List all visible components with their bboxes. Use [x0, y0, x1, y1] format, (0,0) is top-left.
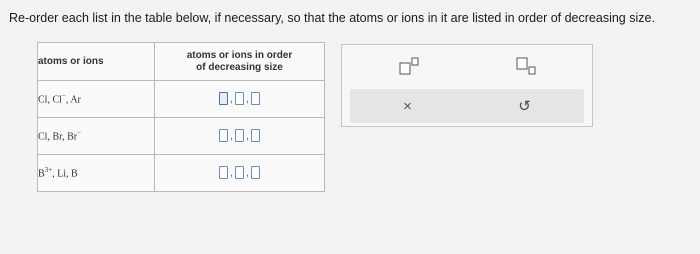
ion-2-charge: − — [61, 92, 66, 101]
header-ordered-line1: atoms or ions in order — [186, 49, 293, 61]
answer-slots — [155, 155, 325, 192]
answer-box[interactable] — [235, 166, 244, 179]
ion-2: Br — [52, 131, 63, 143]
ion-2: Cl — [52, 94, 62, 106]
subscript-box-icon[interactable] — [515, 56, 537, 81]
ion-sep: , — [52, 168, 58, 180]
answer-box[interactable] — [251, 129, 260, 142]
instructions-text: Re-order each list in the table below, if necessary, so that the atoms or ions in it are listed in order of decreasing size. — [9, 11, 655, 25]
answer-box[interactable] — [251, 166, 260, 179]
answer-box[interactable] — [219, 92, 228, 105]
comma: , — [246, 92, 250, 105]
comma: , — [229, 129, 233, 142]
close-icon[interactable]: × — [403, 97, 412, 115]
header-atoms-or-ions: atoms or ions — [38, 43, 155, 81]
math-tools-panel — [341, 44, 593, 127]
answer-box[interactable] — [219, 166, 228, 179]
ion-list — [38, 155, 155, 192]
undo-icon[interactable]: ↺ — [518, 97, 531, 115]
comma: , — [246, 166, 250, 179]
table-header-row — [38, 43, 325, 81]
superscript-box-icon[interactable] — [398, 56, 420, 81]
ion-sep: , — [62, 131, 68, 143]
table-row — [38, 118, 325, 155]
table-row — [38, 155, 325, 192]
answer-box[interactable] — [251, 92, 260, 105]
answer-box[interactable] — [235, 129, 244, 142]
ion-3: Ar — [70, 94, 81, 106]
ion-sep: , — [47, 94, 53, 106]
header-ordered-line2: of decreasing size — [196, 61, 283, 73]
ion-1: Cl — [38, 131, 48, 143]
ion-list — [38, 118, 155, 155]
ion-sep: , — [65, 94, 71, 106]
panel-toolbar — [350, 53, 584, 83]
header-ordered — [155, 43, 325, 81]
ion-sep: , — [66, 168, 72, 180]
ion-3: Br — [67, 131, 78, 143]
ion-1-charge: 3+ — [44, 166, 53, 175]
ion-1: B — [38, 168, 45, 180]
answer-box[interactable] — [219, 129, 228, 142]
comma: , — [229, 166, 233, 179]
ion-2: Li — [57, 168, 67, 180]
comma: , — [229, 92, 233, 105]
comma: , — [246, 129, 250, 142]
table-row — [38, 81, 325, 118]
panel-footer — [350, 89, 584, 123]
ion-3: B — [71, 168, 78, 180]
answer-box[interactable] — [235, 92, 244, 105]
ion-3-charge: − — [77, 129, 82, 138]
answer-slots — [155, 81, 325, 118]
answer-slots — [155, 118, 325, 155]
ion-list — [38, 81, 155, 118]
ions-order-table — [37, 42, 325, 192]
ion-1: Cl — [38, 94, 48, 106]
ion-sep: , — [47, 131, 53, 143]
